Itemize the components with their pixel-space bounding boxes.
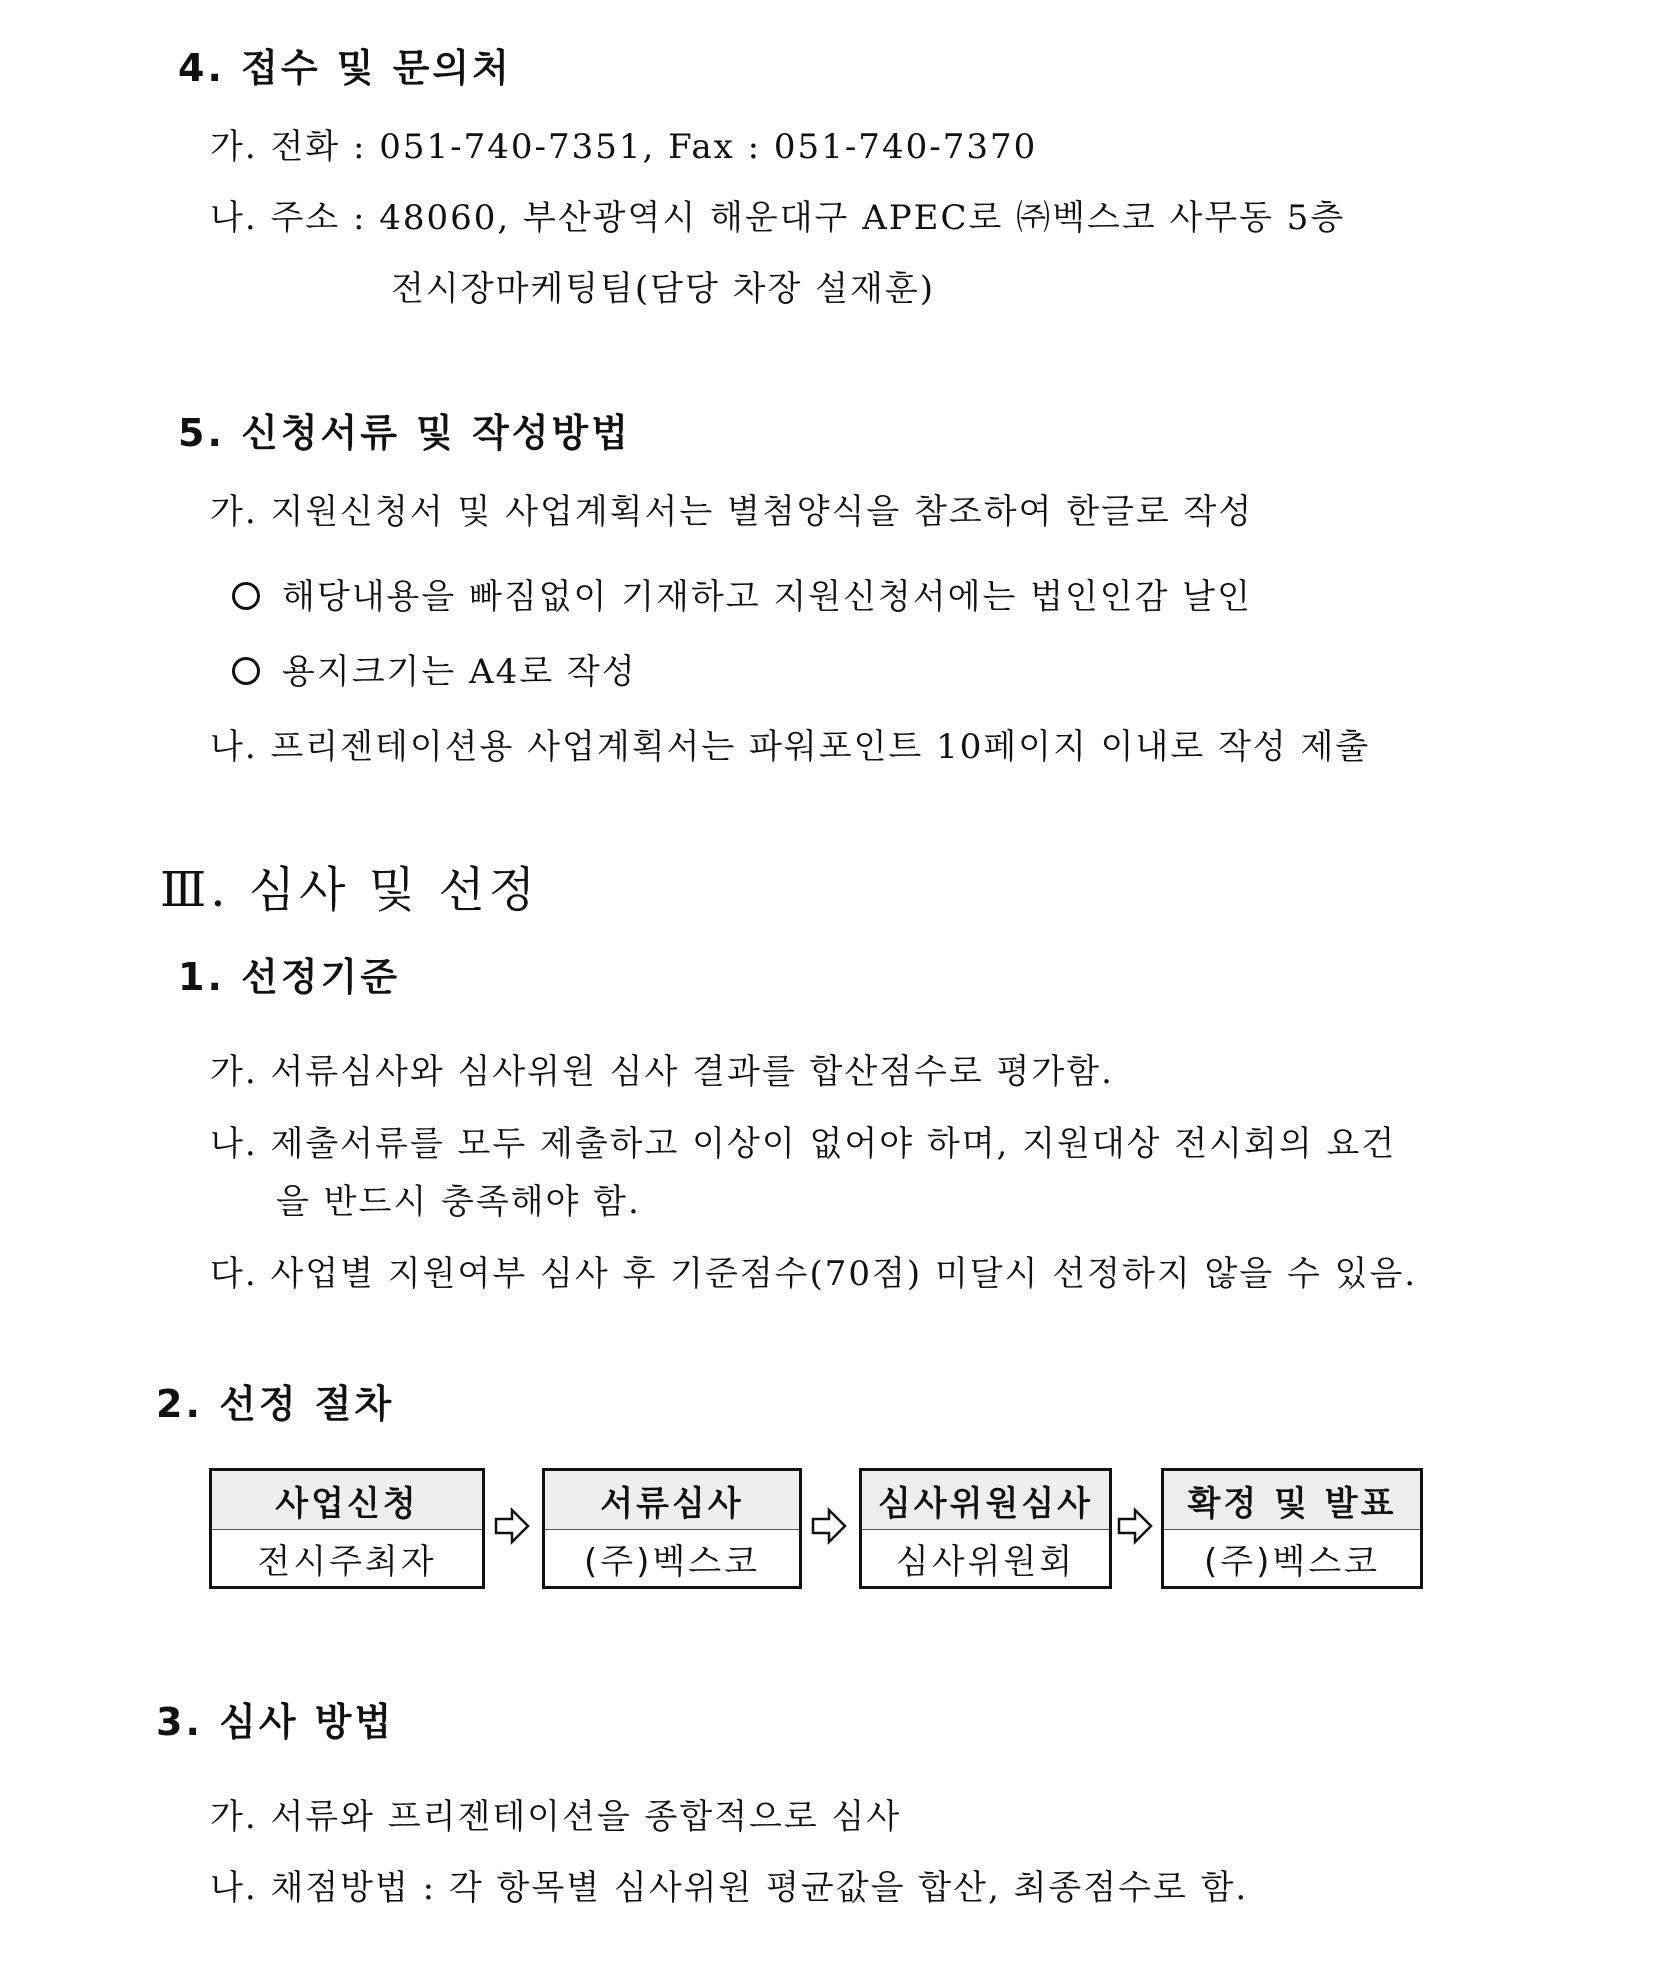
section-5-title: 5. 신청서류 및 작성방법 xyxy=(178,411,631,455)
bullet-text: 해당내용을 빠짐없이 기재하고 지원신청서에는 법인인감 날인 xyxy=(282,577,1252,617)
flow-step-committee-review xyxy=(859,1468,1112,1589)
method-item-b: 나. 채점방법 : 각 항목별 심사위원 평균값을 합산, 최종점수로 함. xyxy=(210,1868,1249,1908)
bullet-item xyxy=(232,575,1252,619)
right-arrow-icon xyxy=(1117,1506,1153,1546)
circle-bullet-icon xyxy=(232,582,260,610)
right-arrow-icon xyxy=(494,1506,530,1546)
criteria-item-a: 가. 서류심사와 심사위원 심사 결과를 합산점수로 평가함. xyxy=(210,1052,1114,1092)
flow-step-announce xyxy=(1161,1468,1423,1589)
flow-step-actor: 심사위원회 xyxy=(895,1542,1076,1582)
method-item-a: 가. 서류와 프리젠테이션을 종합적으로 심사 xyxy=(210,1797,902,1837)
procedure-title: 2. 선정 절차 xyxy=(156,1382,395,1426)
contact-team: 전시장마케팅팀(담당 차장 설재훈) xyxy=(391,269,935,309)
criteria-item-b: 나. 제출서류를 모두 제출하고 이상이 없어야 하며, 지원대상 전시회의 요건 xyxy=(210,1124,1397,1164)
contact-phone: 가. 전화 : 051-740-7351, Fax : 051-740-7370 xyxy=(210,127,1038,167)
flow-step-label: 심사위원심사 xyxy=(862,1471,1109,1530)
flow-step-label: 확정 및 발표 xyxy=(1164,1471,1420,1530)
method-title: 3. 심사 방법 xyxy=(156,1700,395,1744)
flow-step-apply xyxy=(209,1468,485,1589)
flow-step-actor: (주)벡스코 xyxy=(1204,1542,1380,1582)
criteria-item-c: 다. 사업별 지원여부 심사 후 기준점수(70점) 미달시 선정하지 않을 수 있음. xyxy=(210,1254,1418,1294)
bullet-text: 용지크기는 A4로 작성 xyxy=(282,652,637,692)
flow-step-label: 사업신청 xyxy=(212,1471,482,1530)
flow-step-label: 서류심사 xyxy=(545,1471,799,1530)
bullet-item xyxy=(232,650,637,694)
contact-address: 나. 주소 : 48060, 부산광역시 해운대구 APEC로 ㈜벡스코 사무동 5층 xyxy=(210,198,1346,238)
section-4-title: 4. 접수 및 문의처 xyxy=(178,46,512,90)
flow-step-actor: (주)벡스코 xyxy=(584,1542,760,1582)
right-arrow-icon xyxy=(811,1506,847,1546)
flow-step-document-review xyxy=(542,1468,802,1589)
circle-bullet-icon xyxy=(232,657,260,685)
doc-item-b: 나. 프리젠테이션용 사업계획서는 파워포인트 10페이지 이내로 작성 제출 xyxy=(210,727,1371,767)
criteria-item-b-cont: 을 반드시 충족해야 함. xyxy=(276,1182,641,1222)
flow-step-actor: 전시주최자 xyxy=(257,1542,437,1582)
doc-item-a: 가. 지원신청서 및 사업계획서는 별첨양식을 참조하여 한글로 작성 xyxy=(210,492,1254,532)
chapter-3-title: Ⅲ. 심사 및 선정 xyxy=(160,862,540,918)
criteria-title: 1. 선정기준 xyxy=(178,955,400,999)
